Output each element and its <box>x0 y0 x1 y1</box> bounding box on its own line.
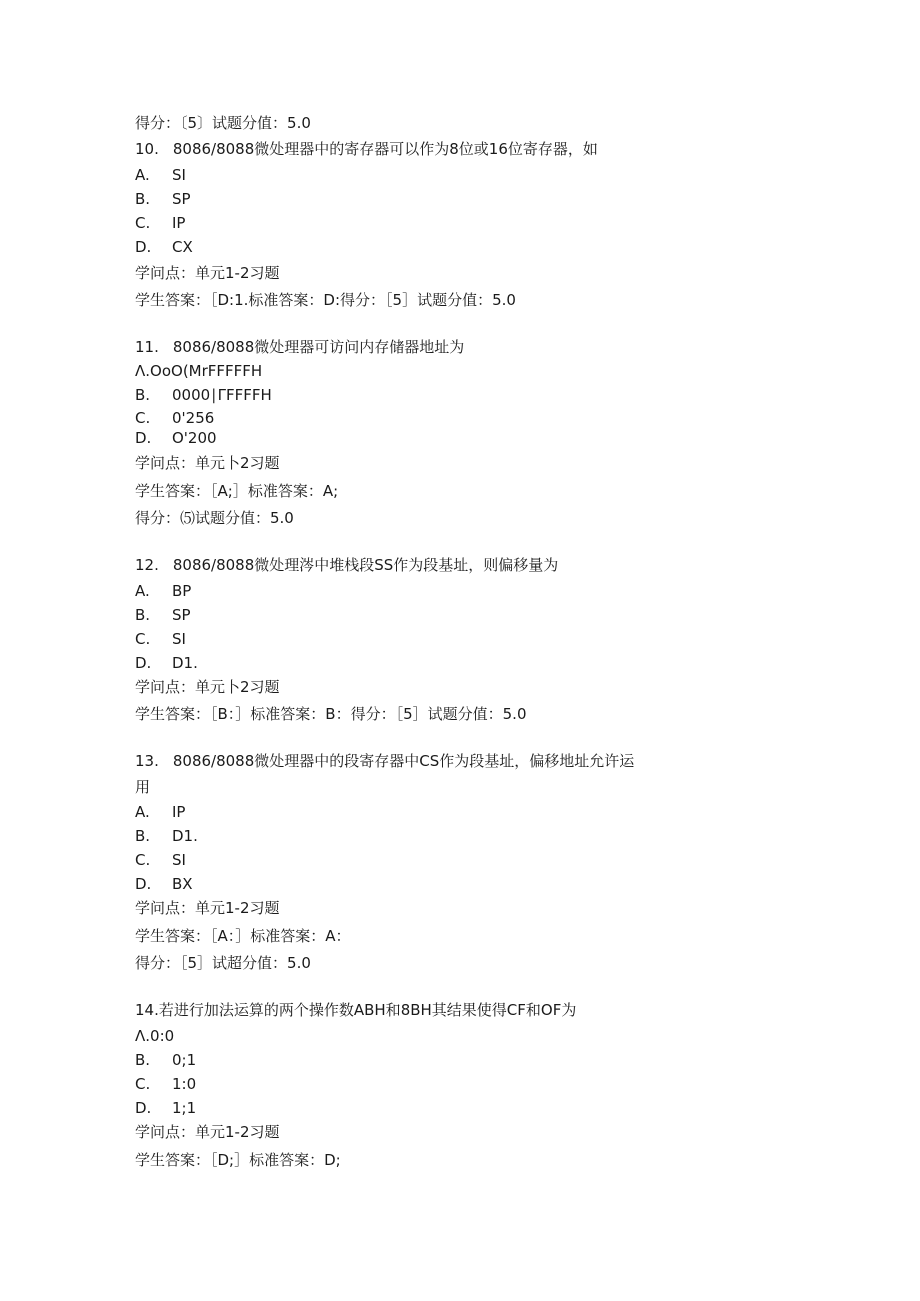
knowledge-point: 学问点：单元1-2习题 <box>135 1123 280 1141</box>
option-d: D. O'200 <box>135 429 217 447</box>
answer-line: 学生答案：［B：］标准答案：B：得分：［5］试题分值：5.0 <box>135 705 527 723</box>
option-c: C. SI <box>135 630 186 648</box>
question-13-continued: 用 <box>135 778 151 796</box>
option-d: D. 1;1 <box>135 1099 197 1117</box>
option-d: D. BX <box>135 875 193 893</box>
knowledge-point: 学问点：单元1-2习题 <box>135 899 280 917</box>
option-a: Λ.OoO(MrFFFFFH <box>135 362 263 380</box>
option-a: A. BP <box>135 582 192 600</box>
score-line: 得分：〔5〕试题分值：5.0 <box>135 114 311 132</box>
knowledge-point: 学问点：单元卜2习题 <box>135 454 280 472</box>
option-c: C. 1:0 <box>135 1075 197 1093</box>
score-line: 得分：⑸试题分值：5.0 <box>135 509 294 527</box>
option-b: B. 0;1 <box>135 1051 197 1069</box>
option-b: B. D1. <box>135 827 198 845</box>
question-12: 12. 8086/8088微处理涔中堆栈段SS作为段基址，则偏移量为 <box>135 556 559 574</box>
option-c: C. IP <box>135 214 186 232</box>
answer-line: 学生答案：［D;］标准答案：D; <box>135 1151 341 1169</box>
question-14: 14.若进行加法运算的两个操作数ABH和8BH其结果使得CF和OF为 <box>135 1001 577 1019</box>
option-c: C. 0'256 <box>135 409 215 427</box>
option-b: B. 0000∣ΓFFFFH <box>135 386 272 404</box>
question-13: 13. 8086/8088微处理器中的段寄存器中CS作为段基址，偏移地址允许运 <box>135 752 635 770</box>
option-b: B. SP <box>135 606 191 624</box>
knowledge-point: 学问点：单元卜2习题 <box>135 678 280 696</box>
option-a: Λ.0:0 <box>135 1027 175 1045</box>
option-d: D. CX <box>135 238 193 256</box>
option-d: D. D1. <box>135 654 198 672</box>
answer-line: 学生答案：［A：］标准答案：A： <box>135 927 351 945</box>
option-a: A. IP <box>135 803 186 821</box>
option-b: B. SP <box>135 190 191 208</box>
score-line: 得分：［5］试超分值：5.0 <box>135 954 311 972</box>
answer-line: 学生答案：［A;］标准答案：A; <box>135 482 339 500</box>
knowledge-point: 学问点：单元1-2习题 <box>135 264 280 282</box>
question-11: 11. 8086/8088微处理器可访问内存储器地址为 <box>135 338 465 356</box>
question-10: 10. 8086/8088微处理器中的寄存器可以作为8位或16位寄存器，如 <box>135 140 598 158</box>
option-a: A. SI <box>135 166 186 184</box>
answer-line: 学生答案：［D:1.标准答案：D:得分：［5］试题分值：5.0 <box>135 291 516 309</box>
option-c: C. SI <box>135 851 186 869</box>
